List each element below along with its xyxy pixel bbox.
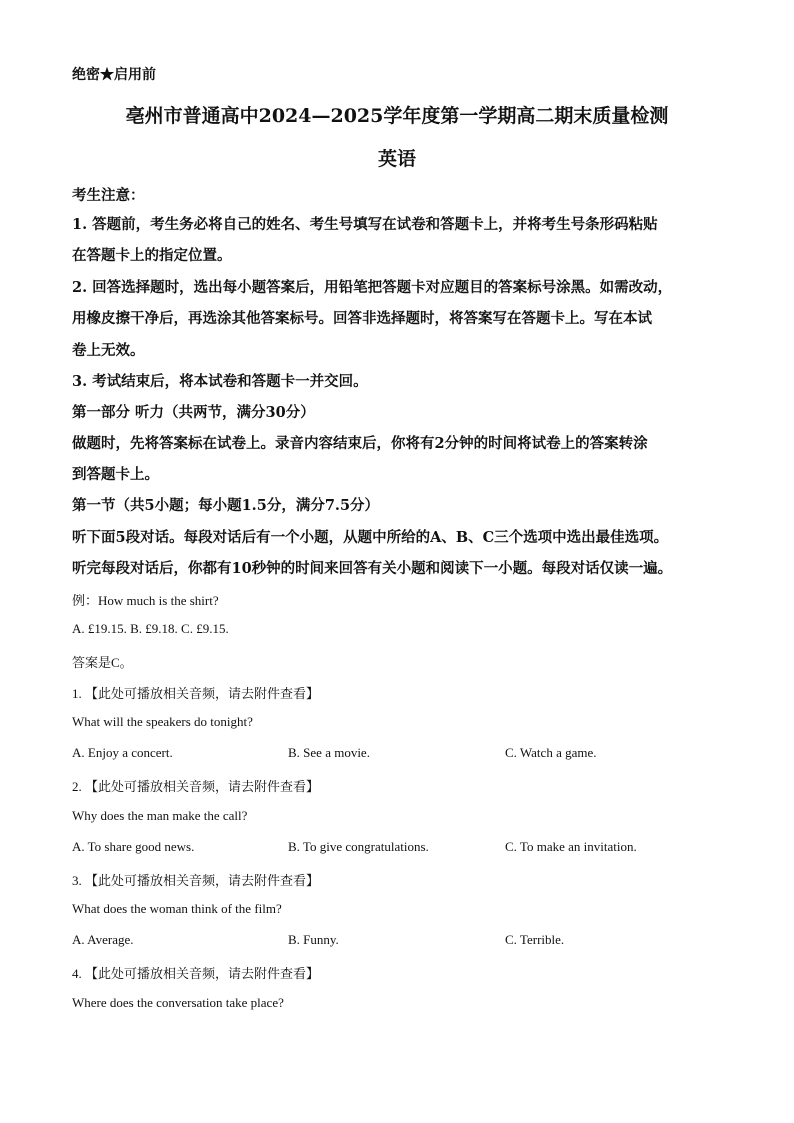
- part1-intro-line: 到答题卡上。: [72, 466, 159, 483]
- question-text: What does the woman think of the film?: [72, 901, 282, 916]
- notice-line: 3. 考试结束后，将本试卷和答题卡一并交回。: [72, 373, 368, 390]
- question-text: What will the speakers do tonight?: [72, 714, 253, 729]
- exam-title: 亳州市普通高中2024—2025学年度第一学期高二期末质量检测: [125, 105, 669, 127]
- option-c: C. Watch a game.: [505, 745, 597, 760]
- part1-heading: 第一部分 听力（共两节，满分30分）: [72, 404, 315, 421]
- notice-line: 2. 回答选择题时，选出每小题答案后，用铅笔把答题卡对应题目的答案标号涂黑。如需改动，: [72, 279, 673, 296]
- notice-heading: 考生注意：: [72, 187, 145, 204]
- question-audio-placeholder: 4. 【此处可播放相关音频，请去附件查看】: [72, 966, 320, 981]
- confidential-mark: 绝密★启用前: [72, 67, 156, 83]
- section1-instruction: 听下面5段对话。每段对话后有一个小题，从题中所给的A、B、C三个选项中选出最佳选项。: [72, 529, 669, 546]
- section1-instruction: 听完每段对话后，你都有10秒钟的时间来回答有关小题和阅读下一小题。每段对话仅读一遍。: [72, 560, 673, 577]
- notice-line: 卷上无效。: [72, 342, 145, 359]
- notice-line: 在答题卡上的指定位置。: [72, 247, 232, 264]
- option-b: B. Funny.: [288, 932, 339, 947]
- option-b: B. See a movie.: [288, 745, 370, 760]
- section1-heading: 第一节（共5小题；每小题1.5分，满分7.5分）: [72, 497, 380, 514]
- example-answer: 答案是C。: [72, 655, 133, 670]
- example-options: A. £19.15. B. £9.18. C. £9.15.: [72, 621, 229, 636]
- question-audio-placeholder: 1. 【此处可播放相关音频，请去附件查看】: [72, 686, 320, 701]
- question-text: Where does the conversation take place?: [72, 995, 284, 1010]
- notice-line: 1. 答题前，考生务必将自己的姓名、考生号填写在试卷和答题卡上，并将考生号条形码粘贴: [72, 216, 658, 233]
- question-audio-placeholder: 2. 【此处可播放相关音频，请去附件查看】: [72, 779, 320, 794]
- question-text: Why does the man make the call?: [72, 808, 248, 823]
- option-c: C. To make an invitation.: [505, 839, 637, 854]
- option-c: C. Terrible.: [505, 932, 565, 947]
- option-a: A. Average.: [72, 932, 134, 947]
- option-a: A. To share good news.: [72, 839, 195, 854]
- option-b: B. To give congratulations.: [288, 839, 429, 854]
- notice-line: 用橡皮擦干净后，再选涂其他答案标号。回答非选择题时，将答案写在答题卡上。写在本试: [72, 310, 652, 327]
- question-audio-placeholder: 3. 【此处可播放相关音频，请去附件查看】: [72, 873, 320, 888]
- option-a: A. Enjoy a concert.: [72, 745, 173, 760]
- part1-intro-line: 做题时，先将答案标在试卷上。录音内容结束后，你将有2分钟的时间将试卷上的答案转涂: [72, 435, 648, 452]
- example-question: 例：How much is the shirt?: [72, 593, 219, 608]
- subject-title: 英语: [377, 148, 416, 170]
